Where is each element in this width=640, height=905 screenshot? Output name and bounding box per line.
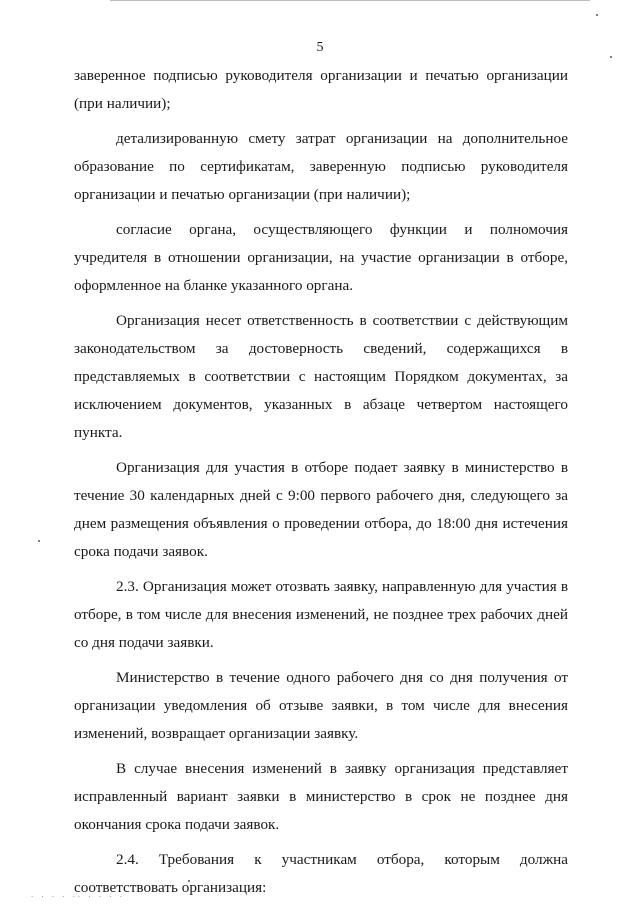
paragraph: В случае внесения изменений в заявку организация представляет исправленный вариант заявки в министерство в срок не позднее дня окончания срока подачи заявок. <box>74 760 568 833</box>
paragraph: 2.3. Организация может отозвать заявку, направленную для участия в отборе, в том числе для внесения изменений, не позднее трех рабочих дней со дня подачи заявки. <box>74 578 568 651</box>
scan-artifact: · · · · ·· · · · · <box>30 893 124 901</box>
paragraph: 2.4. Требования к участникам отбора, которым должна соответствовать организация: <box>74 851 568 896</box>
scan-edge-line <box>110 0 590 1</box>
scan-speck <box>38 540 40 542</box>
document-body <box>74 62 568 902</box>
page-number: 5 <box>316 40 324 55</box>
paragraph: детализированную смету затрат организации на дополнительное образование по сертификатам, заверенную подписью руководителя организации и печатью организации (при наличии); <box>74 130 568 203</box>
paragraph: согласие органа, осуществляющего функции и полномочия учредителя в отношении организации, на участие организации в отборе, оформленное на бланке указанного органа. <box>74 221 568 294</box>
paragraph: Организация несет ответственность в соответствии с действующим законодательством за достоверность сведений, содержащихся в представляемых в соответствии с настоящим Порядком документах, за исключением документов, указанных в абзаце четвертом настоящего пункта. <box>74 312 568 441</box>
paragraph: Организация для участия в отборе подает заявку в министерство в течение 30 календарных дней с 9:00 первого рабочего дня, следующего за днем размещения объявления о проведении отбора, до 18:00 дня истечения срока подачи заявок. <box>74 459 568 560</box>
paragraph: заверенное подписью руководителя организации и печатью организации (при наличии); <box>74 67 568 112</box>
scan-speck <box>596 14 598 16</box>
paragraph: Министерство в течение одного рабочего дня со дня получения от организации уведомления об отзыве заявки, в том числе для внесения изменений, возвращает организации заявку. <box>74 669 568 742</box>
scan-speck <box>610 56 612 58</box>
